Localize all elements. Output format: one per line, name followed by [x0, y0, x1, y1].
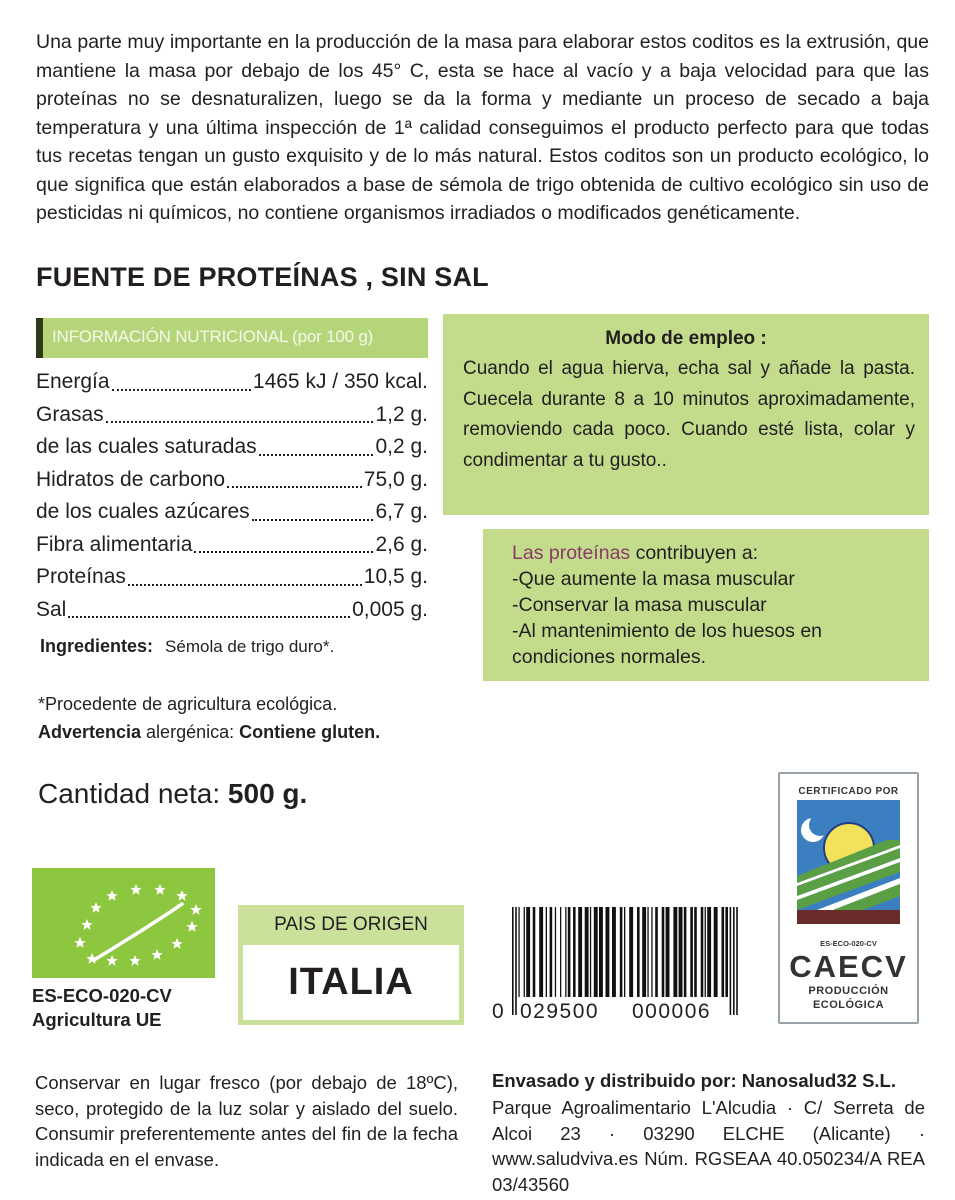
product-description: Una parte muy importante en la producción de la masa para elaborar estos coditos es la extrusión, que mantiene la masa por debajo de los 45° C, esta se hace al vacío y a baja velocidad para que las proteínas no se desnaturalizen, luego se da la forma y mediante un proceso de secado a baja temperatura y una última inspección de 1ª calidad conseguimos el producto perfecto para que todas tus recetas tengan un gusto exquisito y de lo más natural. Estos coditos son un producto ecológico, lo que significa que están elaborados a base de sémola de trigo obtenida de cultivo ecológico sin uso de pesticidas ni químicos, no contiene organismos irradiados o modificados genéticamente.: [36, 31, 929, 224]
barcode-bar: [565, 907, 566, 997]
dot-leader: [194, 551, 373, 553]
certification-line-1: PRODUCCIÓN: [808, 985, 889, 997]
ingredients-line: [40, 636, 334, 657]
dot-leader: [252, 519, 374, 521]
barcode-bar: [524, 907, 525, 997]
barcode-bar: [515, 907, 517, 1015]
barcode-bar: [684, 907, 687, 997]
barcode-bar: [662, 907, 665, 997]
dot-leader: [128, 584, 362, 586]
nutrient-value: 75,0 g.: [363, 467, 428, 491]
nutrition-row: [36, 431, 428, 464]
caecv-emblem-icon: [797, 800, 900, 932]
allergen-value: Contiene gluten.: [239, 722, 381, 742]
usage-text: Cuando el agua hierva, echa sal y añade la pasta. Cuecela durante 8 a 10 minutos aproximadamente, removiendo cada poco. Cuando esté lista, colar y condimentar a tu gusto..: [463, 358, 915, 471]
nutrition-row: [36, 496, 428, 529]
nutrient-name: de los cuales azúcares: [36, 500, 250, 523]
nutrition-row: [36, 594, 428, 627]
nutrition-title: INFORMACIÓN NUTRICIONAL (por 100 g): [52, 327, 374, 346]
certification-title: CERTIFICADO POR: [798, 786, 899, 797]
barcode-digit-group: 029500: [520, 1000, 600, 1023]
barcode-bar: [642, 907, 646, 997]
net-quantity-value: 500 g.: [227, 778, 308, 809]
origin-country: ITALIA: [238, 945, 464, 1025]
barcode-bar: [550, 907, 553, 997]
distributor-label: Envasado y distribuido por: Nanosalud32 S.L.: [492, 1070, 896, 1091]
dot-leader: [259, 454, 374, 456]
nutrient-name: Sal: [36, 597, 67, 621]
barcode-bar: [555, 907, 556, 997]
eu-control-code: ES-ECO-020-CV: [32, 985, 172, 1006]
usage-instructions-panel: [443, 314, 929, 515]
protein-claims-text: [512, 540, 912, 670]
protein-claim-item: -Conservar la masa muscular: [512, 594, 767, 616]
dot-leader: [106, 421, 374, 423]
barcode-bar: [666, 907, 670, 997]
barcode-bar: [637, 907, 640, 997]
protein-headline: FUENTE DE PROTEÍNAS , SIN SAL: [36, 262, 489, 292]
barcode-bar: [585, 907, 589, 997]
barcode-bar: [673, 907, 677, 997]
barcode-bar: [655, 907, 658, 997]
certification-name: CAECV: [789, 949, 908, 984]
barcode-bar: [629, 907, 633, 997]
eu-agriculture-label: Agricultura UE: [32, 1009, 162, 1030]
caecv-certification-badge: [778, 772, 919, 1024]
protein-intro: contribuyen a:: [630, 542, 759, 564]
usage-title: Modo de empleo :: [605, 328, 767, 349]
protein-claim-item: -Al mantenimiento de los huesos en condiciones normales.: [512, 620, 823, 668]
eu-organic-leaf-icon: [32, 868, 215, 978]
barcode-bar: [518, 907, 519, 997]
nutrition-row: [36, 529, 428, 562]
barcode-bar: [736, 907, 738, 1015]
barcode-bar: [722, 907, 725, 997]
barcode-bar: [620, 907, 623, 997]
barcode-bar: [733, 907, 735, 1015]
nutrient-name: Proteínas: [36, 565, 126, 588]
nutrition-header: [36, 318, 428, 358]
protein-highlight: Las proteínas: [512, 542, 631, 564]
country-of-origin-box: [238, 905, 464, 1025]
certification-line-2: ECOLÓGICA: [812, 999, 885, 1011]
dot-leader: [68, 616, 350, 618]
ingredients-value: Sémola de trigo duro*.: [165, 637, 335, 656]
nutrition-row: [36, 399, 428, 432]
barcode-bar: [578, 907, 582, 997]
barcode-bar: [533, 907, 536, 997]
barcode-bar: [714, 907, 718, 997]
barcode-digit-group: 000006: [632, 1000, 712, 1023]
header-accent-bar: [36, 318, 43, 358]
nutrient-name: Hidratos de carbono: [36, 467, 226, 491]
barcode-bar: [568, 907, 571, 997]
protein-claim-item: -Que aumente la masa muscular: [512, 568, 795, 590]
nutrient-value: 1465 kJ / 350 kcal.: [252, 370, 428, 393]
barcode-bar: [705, 907, 706, 997]
allergen-warning: [38, 722, 380, 743]
protein-claims-intro: [512, 540, 912, 566]
origin-title: PAIS DE ORIGEN: [238, 905, 464, 945]
barcode-bar: [539, 907, 543, 997]
protein-claims-panel: [483, 529, 929, 681]
barcode-bar: [526, 907, 530, 997]
eu-organic-logo: [32, 868, 215, 978]
barcode-bar: [730, 907, 732, 1015]
nutrient-value: 2,6 g.: [375, 532, 428, 556]
nutrition-table: [36, 366, 428, 626]
barcode-bar: [690, 907, 693, 997]
nutrient-value: 0,2 g.: [375, 435, 428, 458]
barcode-bar: [599, 907, 603, 997]
barcode-bar: [701, 907, 704, 997]
barcode-bar: [725, 907, 728, 997]
barcode-bar: [594, 907, 598, 997]
ingredients-label: Ingredientes:: [40, 636, 154, 656]
dot-leader: [112, 389, 251, 391]
barcode-bar: [612, 907, 616, 997]
dot-leader: [227, 486, 362, 488]
storage-instructions: Conservar en lugar fresco (por debajo de 18ºC), seco, protegido de la luz solar y aislado del suelo. Consumir preferentemente antes del fin de la fecha indicada en el envase.: [35, 1072, 458, 1170]
allergen-middle: alergénica:: [141, 722, 240, 742]
barcode-bar: [560, 907, 561, 997]
barcode-bar: [624, 907, 625, 997]
barcode-bar: [573, 907, 576, 997]
barcode-bar: [707, 907, 711, 997]
nutrition-row: [36, 561, 428, 594]
nutrient-value: 6,7 g.: [375, 500, 428, 523]
barcode-digit-group: 0: [492, 1000, 506, 1023]
barcode-bar: [590, 907, 591, 997]
nutrient-name: Grasas: [36, 402, 104, 426]
distributor-address: Parque Agroalimentario L'Alcudia · C/ Serreta de Alcoi 23 · 03290 ELCHE (Alicante) · www.saludviva.es Núm. RGSEAA 40.050234/A REA 03/43560: [492, 1097, 925, 1195]
nutrition-row: [36, 366, 428, 399]
nutrient-name: Energía: [36, 370, 110, 393]
nutrition-row: [36, 464, 428, 497]
nutrient-name: de las cuales saturadas: [36, 435, 257, 458]
allergen-label: Advertencia: [38, 722, 142, 742]
organic-footnote: *Procedente de agricultura ecológica.: [38, 694, 338, 714]
nutrient-value: 0,005 g.: [352, 597, 428, 621]
certification-code: ES-ECO-020-CV: [820, 939, 877, 948]
barcode: [512, 907, 738, 1015]
barcode-bar: [546, 907, 547, 997]
nutrient-name: Fibra alimentaria: [36, 532, 193, 556]
net-quantity-label: Cantidad neta:: [38, 778, 228, 809]
net-quantity: [38, 778, 307, 810]
barcode-bar: [647, 907, 648, 997]
barcode-bar: [651, 907, 652, 997]
barcode-bar: [606, 907, 610, 997]
nutrient-value: 1,2 g.: [375, 402, 428, 426]
barcode-bar: [694, 907, 697, 997]
barcode-bar: [679, 907, 683, 997]
nutrient-value: 10,5 g.: [363, 565, 428, 588]
barcode-bar: [512, 907, 514, 1015]
